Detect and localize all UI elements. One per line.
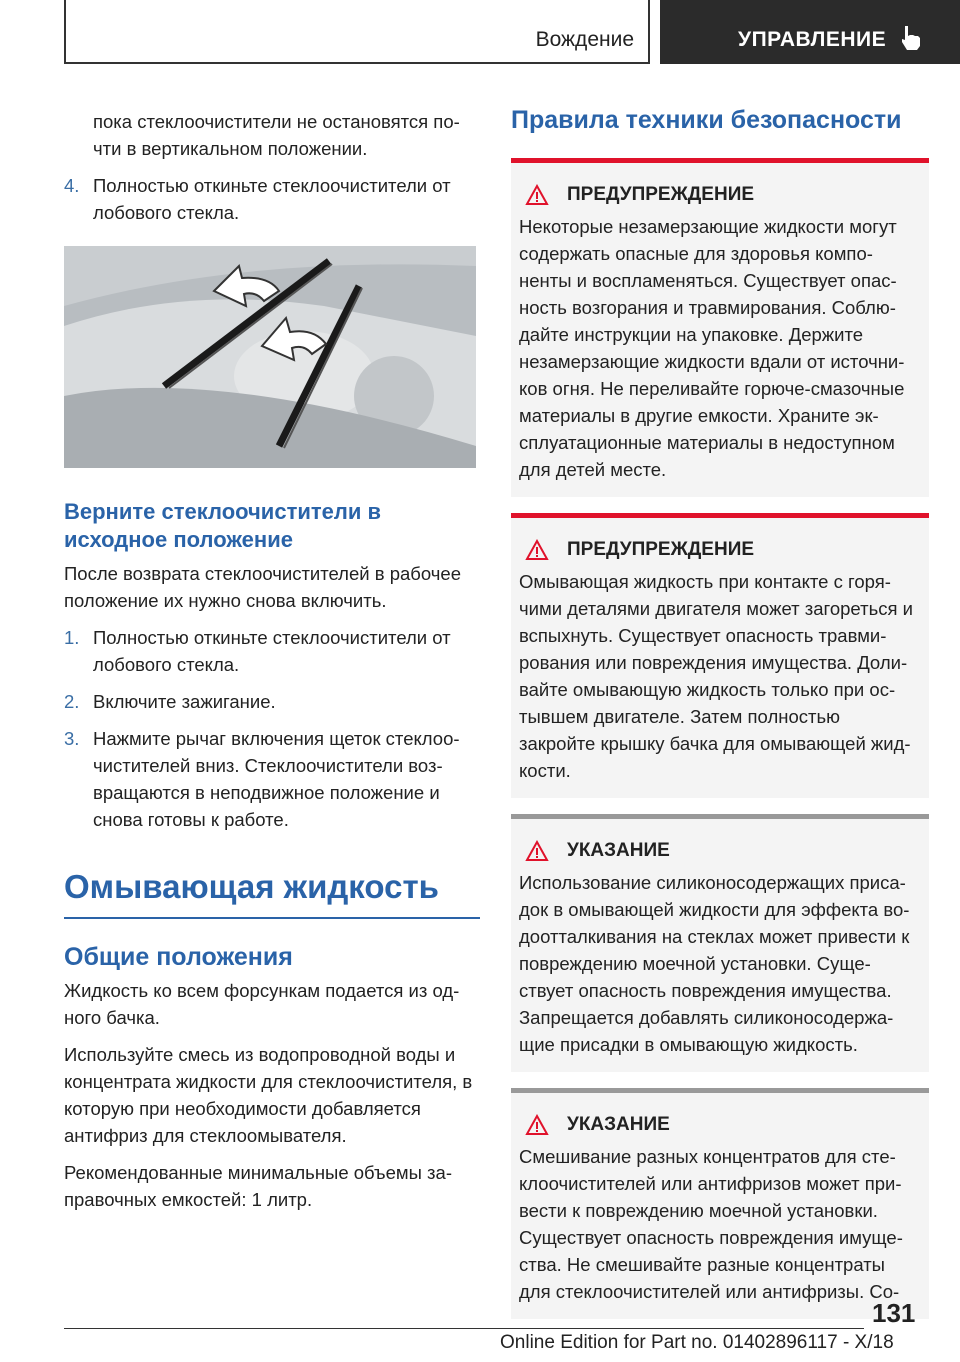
return-heading: Верните стеклоочистители в исходное положение — [64, 499, 382, 552]
warning-level: ПРЕДУПРЕЖДЕНИЕ — [567, 539, 755, 560]
warning-level: ПРЕДУПРЕЖДЕНИЕ — [567, 184, 755, 205]
notice-text: Смешивание разных концентратов для сте-клоочистителей или антифризов может при-вести к повреждению моечной установки. Существует опасность повреждения имуще-ства. Не смешивайте разные концентраты для стеклоочистителей или антифризы. Со- — [519, 1146, 903, 1302]
footer-edition: Online Edition for Part no. 01402896117 - X/18 — [500, 1332, 894, 1353]
step-number: 3. — [64, 728, 80, 749]
step-number: 4. — [64, 175, 80, 196]
left-column — [64, 108, 480, 1213]
warning-text: Омывающая жидкость при контакте с горя-чими деталями двигателя может загореться и вспыхнуть. Существует опасность травми-рования или повреждения имущества. Доли-вайте омывающую жидкость только при ос-тывшем двигателе. Затем полностью закройте крышку бачка для омывающей жид-кости. — [519, 571, 913, 781]
step-text: Полностью откиньте стеклоочистители от лобового стекла. — [93, 175, 451, 223]
hand-pointer-icon — [896, 22, 926, 52]
warning-text: Некоторые незамерзающие жидкости могут содержать опасные для здоровья компо-ненты и воспламеняться. Существует опас-ность возгорания и травмирования. Соблю-дайте инструкции на упаковке. Держите незамерзающие жидкости вдали от источни-ков огня. Не переливайте горюче-смазочные материалы в другие емкости. Храните эк-сплуатационные материалы в недоступном для детей месте. — [519, 216, 905, 480]
general-heading: Общие положения — [64, 943, 293, 971]
wiper-illustration — [64, 246, 476, 468]
general-paragraph-3: Рекомендованные минимальные объемы за-правочных емкостей: 1 литр. — [64, 1162, 452, 1210]
step-text: Включите зажигание. — [93, 691, 276, 712]
return-text: После возврата стеклоочистителей в рабочее положение их нужно снова включить. — [64, 563, 461, 611]
return-step-2 — [64, 688, 480, 715]
step-number: 1. — [64, 627, 80, 648]
washer-fluid-heading: Омывающая жидкость — [64, 868, 439, 905]
return-step-3 — [64, 725, 480, 833]
intro-continuation: пока стеклоочистители не остановятся по-чти в вертикальном положении. — [93, 111, 460, 159]
warning-triangle-icon — [525, 840, 549, 862]
step-number: 2. — [64, 691, 80, 712]
notice-box-1 — [511, 814, 929, 1072]
heading-rule — [64, 917, 480, 919]
notice-text: Использование силиконосодержащих приса-док в омывающей жидкости для эффекта во-доотталкивания на стеклах может привести к повреждению моечной установки. Суще-ствует опасность повреждения имущества. Запрещается добавлять силиконосодержа-щие присадки в омывающую жидкость. — [519, 872, 910, 1055]
page-number: 131 — [872, 1298, 916, 1328]
return-step-1 — [64, 624, 480, 678]
general-paragraph-1: Жидкость ко всем форсункам подается из од-ного бачка. — [64, 980, 460, 1028]
right-column — [511, 104, 929, 1319]
step-text: Нажмите рычаг включения щеток стеклоо-чистителей вниз. Стеклоочистители воз-вращаются в неподвижное положение и снова готовы к работе. — [93, 728, 460, 830]
warning-box-1 — [511, 158, 929, 497]
header-section-label: Вождение — [535, 28, 634, 51]
warning-triangle-icon — [525, 539, 549, 561]
warning-box-2 — [511, 513, 929, 798]
header-chapter-tab — [660, 0, 960, 64]
safety-rules-heading: Правила техники безопасности — [511, 106, 902, 134]
footer-rule — [64, 1328, 864, 1329]
notice-box-2 — [511, 1088, 929, 1319]
notice-level: УКАЗАНИЕ — [567, 840, 670, 861]
general-paragraph-2: Используйте смесь из водопроводной воды и концентрата жидкости для стеклоочистителя, в которую при необходимости добавляется антифриз для стеклоомывателя. — [64, 1044, 473, 1146]
warning-triangle-icon — [525, 1114, 549, 1136]
notice-level: УКАЗАНИЕ — [567, 1114, 670, 1135]
warning-triangle-icon — [525, 184, 549, 206]
header-chapter-label: УПРАВЛЕНИЕ — [738, 28, 887, 51]
step-4 — [64, 172, 480, 226]
step-text: Полностью откиньте стеклоочистители от лобового стекла. — [93, 627, 451, 675]
header-section-tab — [64, 0, 650, 64]
